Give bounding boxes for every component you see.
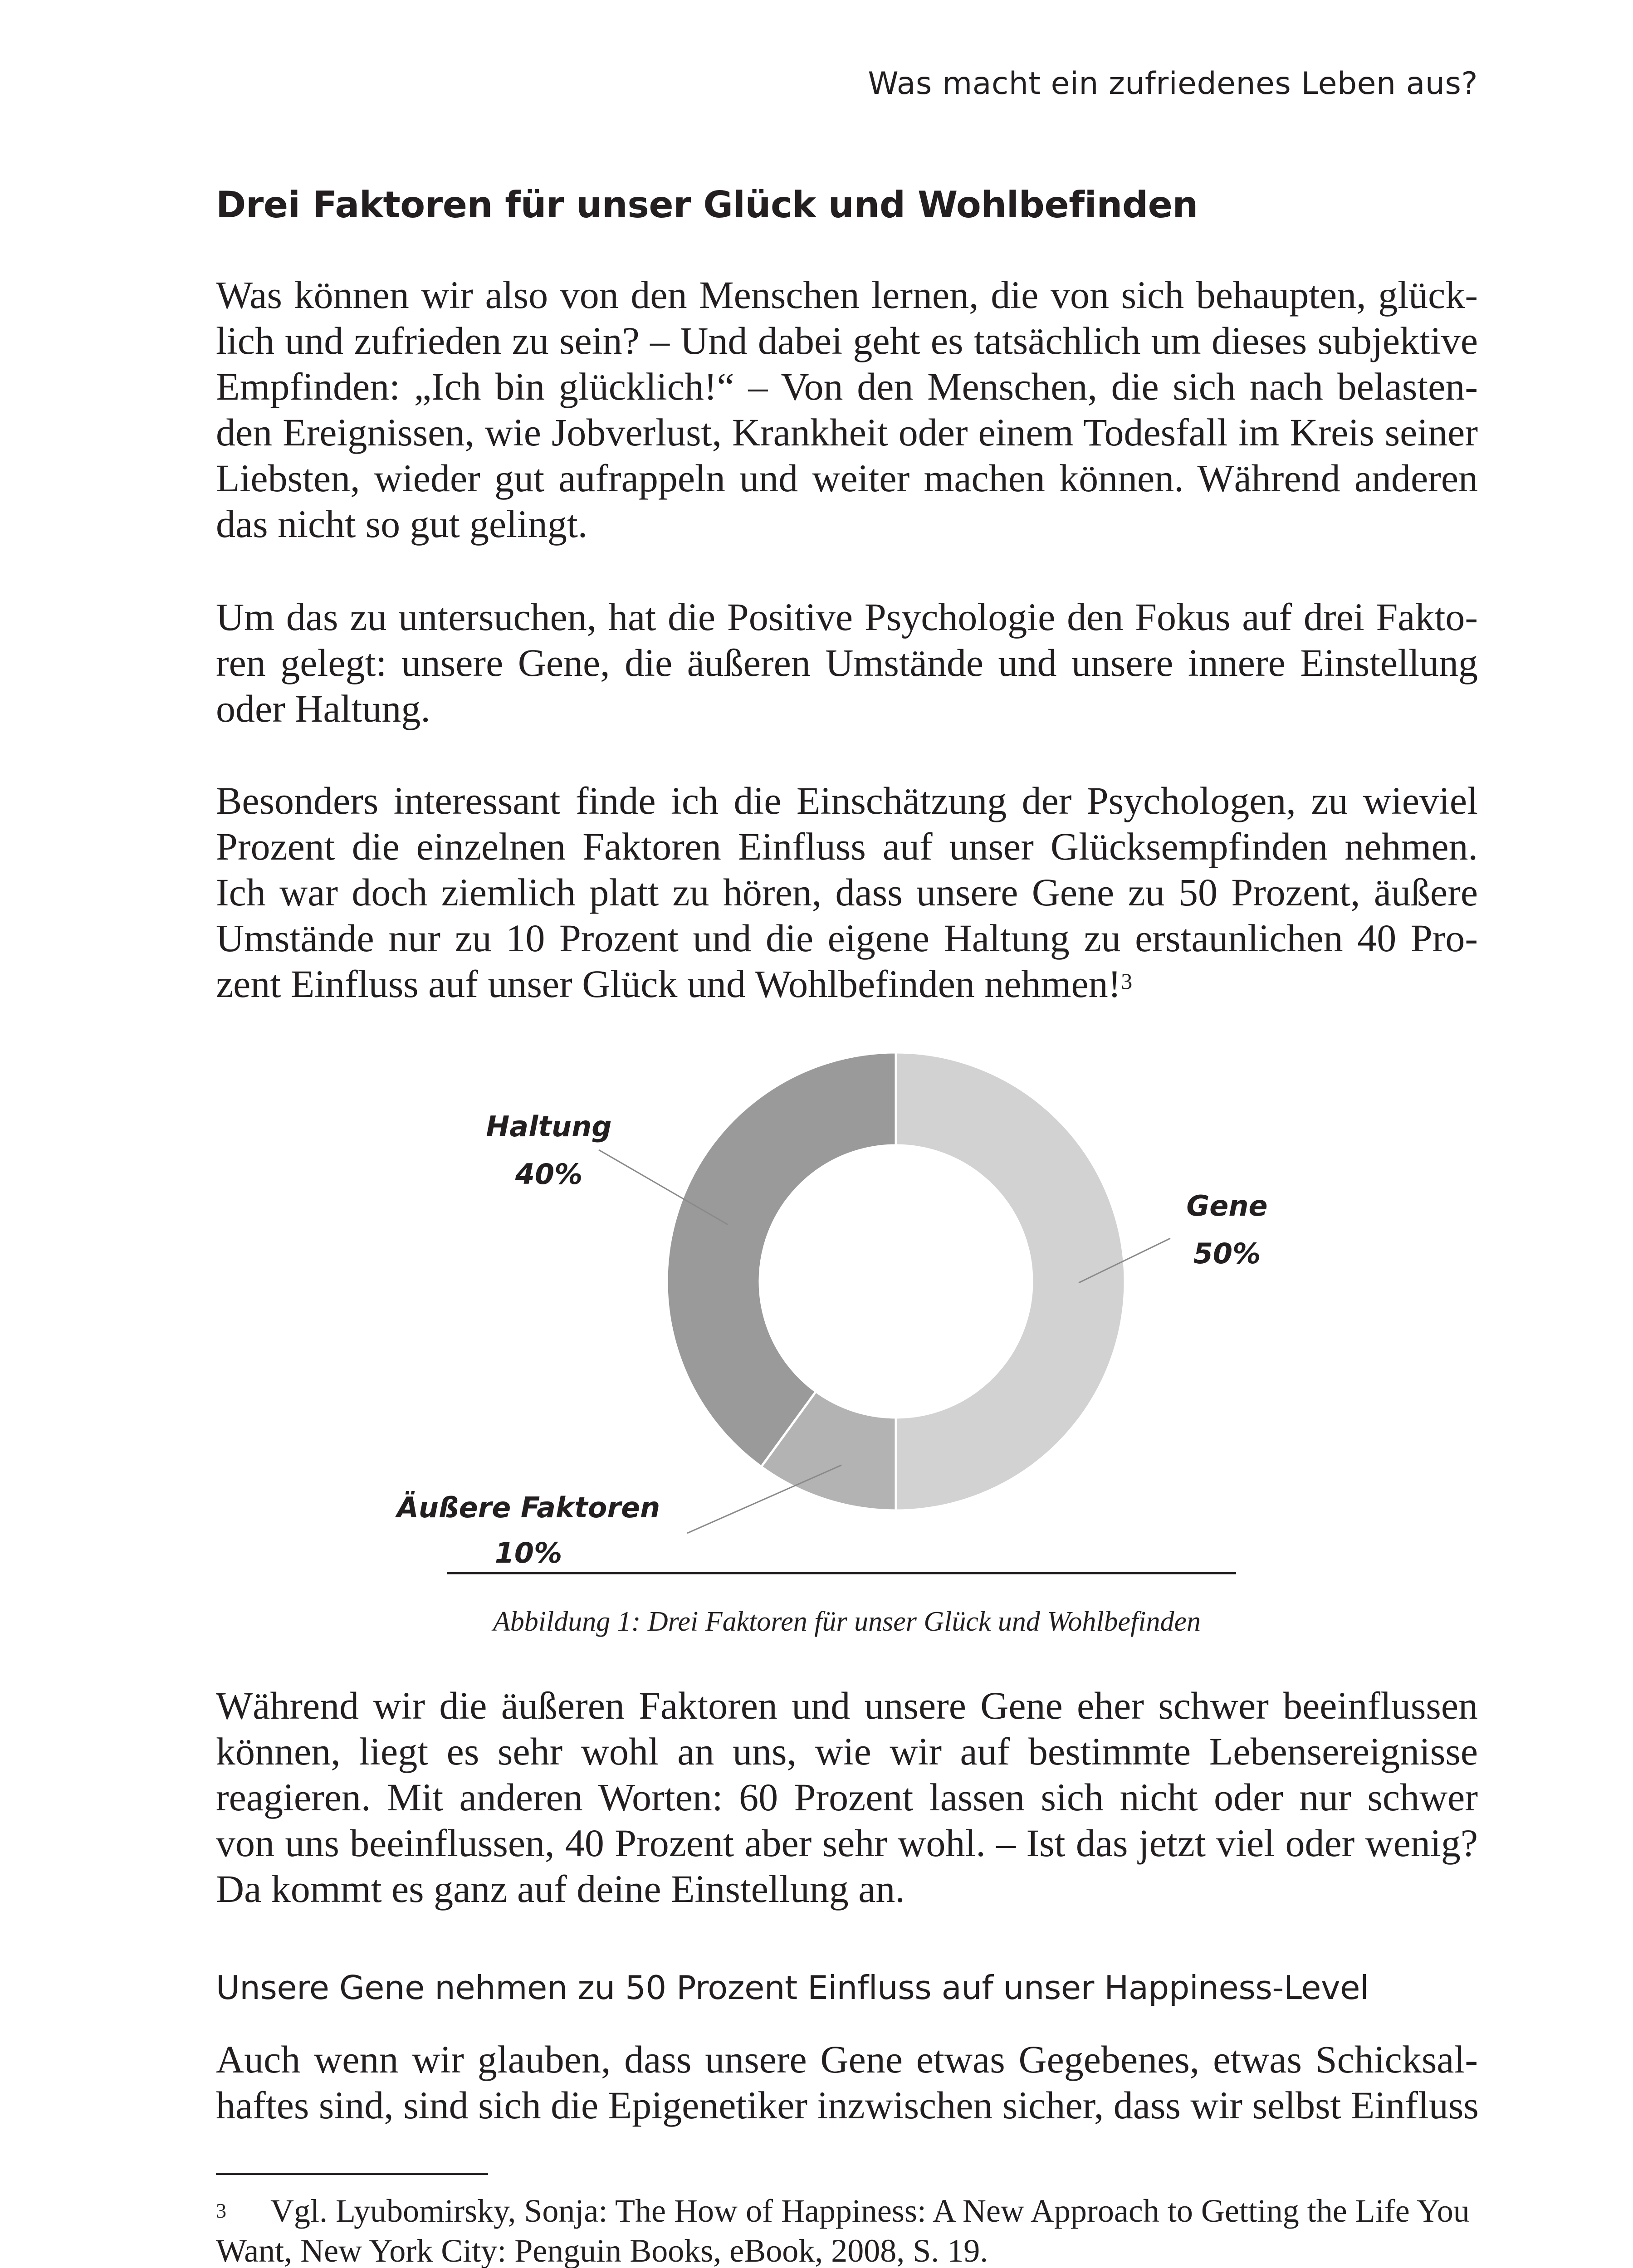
text-line: Ich war doch ziemlich platt zu hören, dass unsere Gene zu 50 Prozent, äußere (216, 870, 1478, 914)
chart-slices (667, 1052, 1125, 1510)
paragraph-1 (216, 272, 1478, 547)
footnote-separator (216, 2173, 488, 2175)
text-line: das nicht so gut gelingt. (216, 502, 588, 546)
subsection-title: Unsere Gene nehmen zu 50 Prozent Einfluss auf unser Happiness-Level (216, 1969, 1369, 2007)
text-line-content: zent Einfluss auf unser Glück und Wohlbefinden nehmen! (216, 962, 1121, 1006)
leader-line-aeussere (687, 1465, 841, 1533)
slice-value-haltung: 40% (515, 1158, 583, 1191)
text-line: Liebsten, wieder gut aufrappeln und weiter machen können. Während anderen (216, 456, 1478, 500)
running-header: Was macht ein zufriedenes Leben aus? (868, 66, 1478, 102)
pie-slice-gene (896, 1052, 1125, 1510)
donut-chart (0, 1034, 1633, 1597)
text-line: Empfinden: „Ich bin glücklich!“ – Von den Menschen, die sich nach belasten- (216, 365, 1478, 408)
text-line: können, liegt es sehr wohl an uns, wie wir auf bestimmte Lebensereignisse (216, 1730, 1478, 1773)
paragraph-5 (216, 2037, 1478, 2128)
pie-slice-haltung (667, 1052, 896, 1467)
text-line: oder Haltung. (216, 687, 430, 730)
slice-value-aeussere: 10% (494, 1536, 562, 1569)
text-line: haftes sind, sind sich die Epigenetiker inzwischen sicher, dass wir selbst Einfluss (216, 2083, 1479, 2127)
text-line (216, 961, 1478, 1007)
text-line: Prozent die einzelnen Faktoren Einfluss auf unser Glücksempfinden nehmen. (216, 825, 1478, 868)
text-line: reagieren. Mit anderen Worten: 60 Prozent lassen sich nicht oder nur schwer (216, 1775, 1478, 1819)
text-line: von uns beeinflussen, 40 Prozent aber sehr wohl. – Ist das jetzt viel oder wenig? (216, 1821, 1478, 1865)
section-title: Drei Faktoren für unser Glück und Wohlbefinden (216, 184, 1198, 226)
paragraph-2 (216, 594, 1478, 732)
slice-value-gene: 50% (1193, 1237, 1261, 1270)
text-line: Auch wenn wir glauben, dass unsere Gene etwas Gegebenes, etwas Schicksal- (216, 2038, 1478, 2081)
footnote-number: 3 (216, 2199, 226, 2222)
footnote (216, 2191, 1478, 2268)
text-line: Was können wir also von den Menschen lernen, die von sich behaupten, glück- (216, 273, 1478, 317)
figure-caption: Abbildung 1: Drei Faktoren für unser Glück und Wohlbefinden (493, 1606, 1201, 1637)
text-line: Besonders interessant finde ich die Einschätzung der Psychologen, zu wieviel (216, 779, 1478, 822)
paragraph-3 (216, 778, 1478, 1007)
text-line: Während wir die äußeren Faktoren und unsere Gene eher schwer beeinflussen (216, 1684, 1478, 1727)
slice-label-haltung: Haltung (486, 1110, 612, 1143)
text-line: Um das zu untersuchen, hat die Positive Psychologie den Fokus auf drei Fakto- (216, 595, 1478, 639)
footnote-text: Vgl. Lyubomirsky, Sonja: The How of Happiness: A New Approach to Getting the Life You Want, New York City: Penguin Books, eBook, 2008, S. 19. (216, 2193, 1470, 2268)
donut-chart-figure (0, 1034, 1633, 1597)
paragraph-4 (216, 1683, 1478, 1912)
text-line: lich und zufrieden zu sein? – Und dabei geht es tatsächlich um dieses subjektive (216, 319, 1478, 362)
text-line: ren gelegt: unsere Gene, die äußeren Umstände und unsere innere Einstellung (216, 641, 1478, 684)
slice-label-gene: Gene (1186, 1189, 1268, 1222)
text-line: Umstände nur zu 10 Prozent und die eigene Haltung zu erstaunlichen 40 Pro- (216, 916, 1478, 960)
footnote-reference[interactable]: 3 (1121, 968, 1133, 994)
text-line: den Ereignissen, wie Jobverlust, Krankheit oder einem Todesfall im Kreis seiner (216, 411, 1478, 454)
slice-label-aeussere: Äußere Faktoren (396, 1491, 660, 1524)
text-line: Da kommt es ganz auf deine Einstellung an. (216, 1867, 905, 1911)
